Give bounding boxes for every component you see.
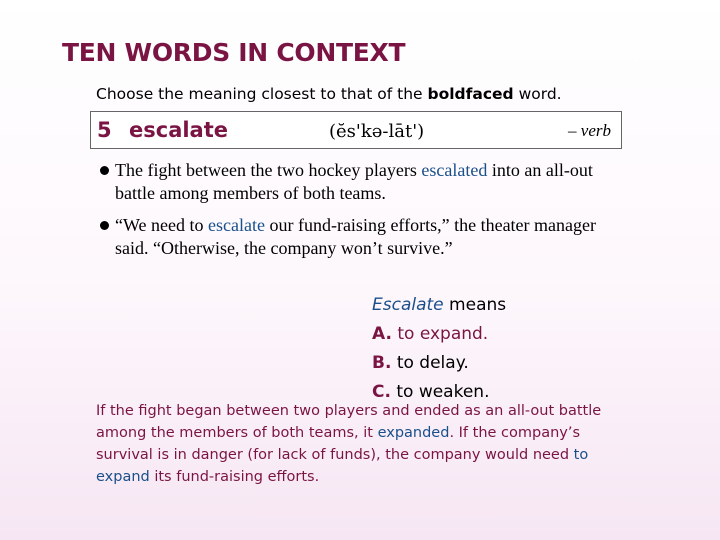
instruction-before: Choose the meaning closest to that of the (96, 85, 428, 103)
part-of-speech: – verb (568, 121, 611, 140)
example-text-part: The fight between the two hockey players (115, 160, 422, 180)
question-means: means (443, 295, 507, 315)
option-letter: B. (372, 353, 392, 373)
example-sentence-1 (100, 159, 630, 205)
option-text: to expand. (397, 324, 489, 344)
instruction-after: word. (513, 85, 562, 103)
instruction-text (96, 85, 562, 103)
option-b[interactable] (372, 349, 506, 378)
example-text (115, 159, 630, 205)
explanation-part: If the fight began between two players and ended as an all-out battle among the members of both teams, it (96, 403, 602, 441)
explanation-part: its fund-raising efforts. (149, 469, 320, 485)
example-sentence-2 (100, 214, 630, 260)
question-block (372, 291, 506, 407)
example-text (115, 214, 630, 260)
pronunciation: (ĕs'kə-lāt') (329, 121, 425, 142)
word-number: 5 (97, 118, 112, 142)
word-entry-box (90, 111, 622, 149)
option-text: to weaken. (396, 382, 490, 402)
question-word: Escalate (372, 295, 444, 315)
question-prompt (372, 291, 506, 320)
explanation-highlight: to expand (96, 447, 589, 485)
option-letter: C. (372, 382, 391, 402)
explanation-text (96, 400, 616, 488)
highlighted-word: escalated (421, 160, 488, 180)
bullet-icon (100, 221, 109, 230)
vocabulary-word: escalate (129, 118, 229, 142)
highlighted-word: escalate (208, 215, 265, 235)
instruction-bold-word: boldfaced (427, 85, 514, 103)
option-letter: A. (372, 324, 392, 344)
example-text-part: our fund-raising efforts,” the theater manager said. “Otherwise, the company won’t survive.” (115, 215, 596, 258)
explanation-highlight: expanded (377, 425, 450, 441)
option-a[interactable] (372, 320, 506, 349)
bullet-icon (100, 166, 109, 175)
explanation-part: . If the company’s survival is in danger (for lack of funds), the company would need (96, 425, 581, 463)
option-text: to delay. (396, 353, 469, 373)
example-text-part: into an all-out battle among members of both teams. (115, 160, 593, 203)
page-title: TEN WORDS IN CONTEXT (62, 38, 406, 67)
example-text-part: “We need to (115, 215, 209, 235)
